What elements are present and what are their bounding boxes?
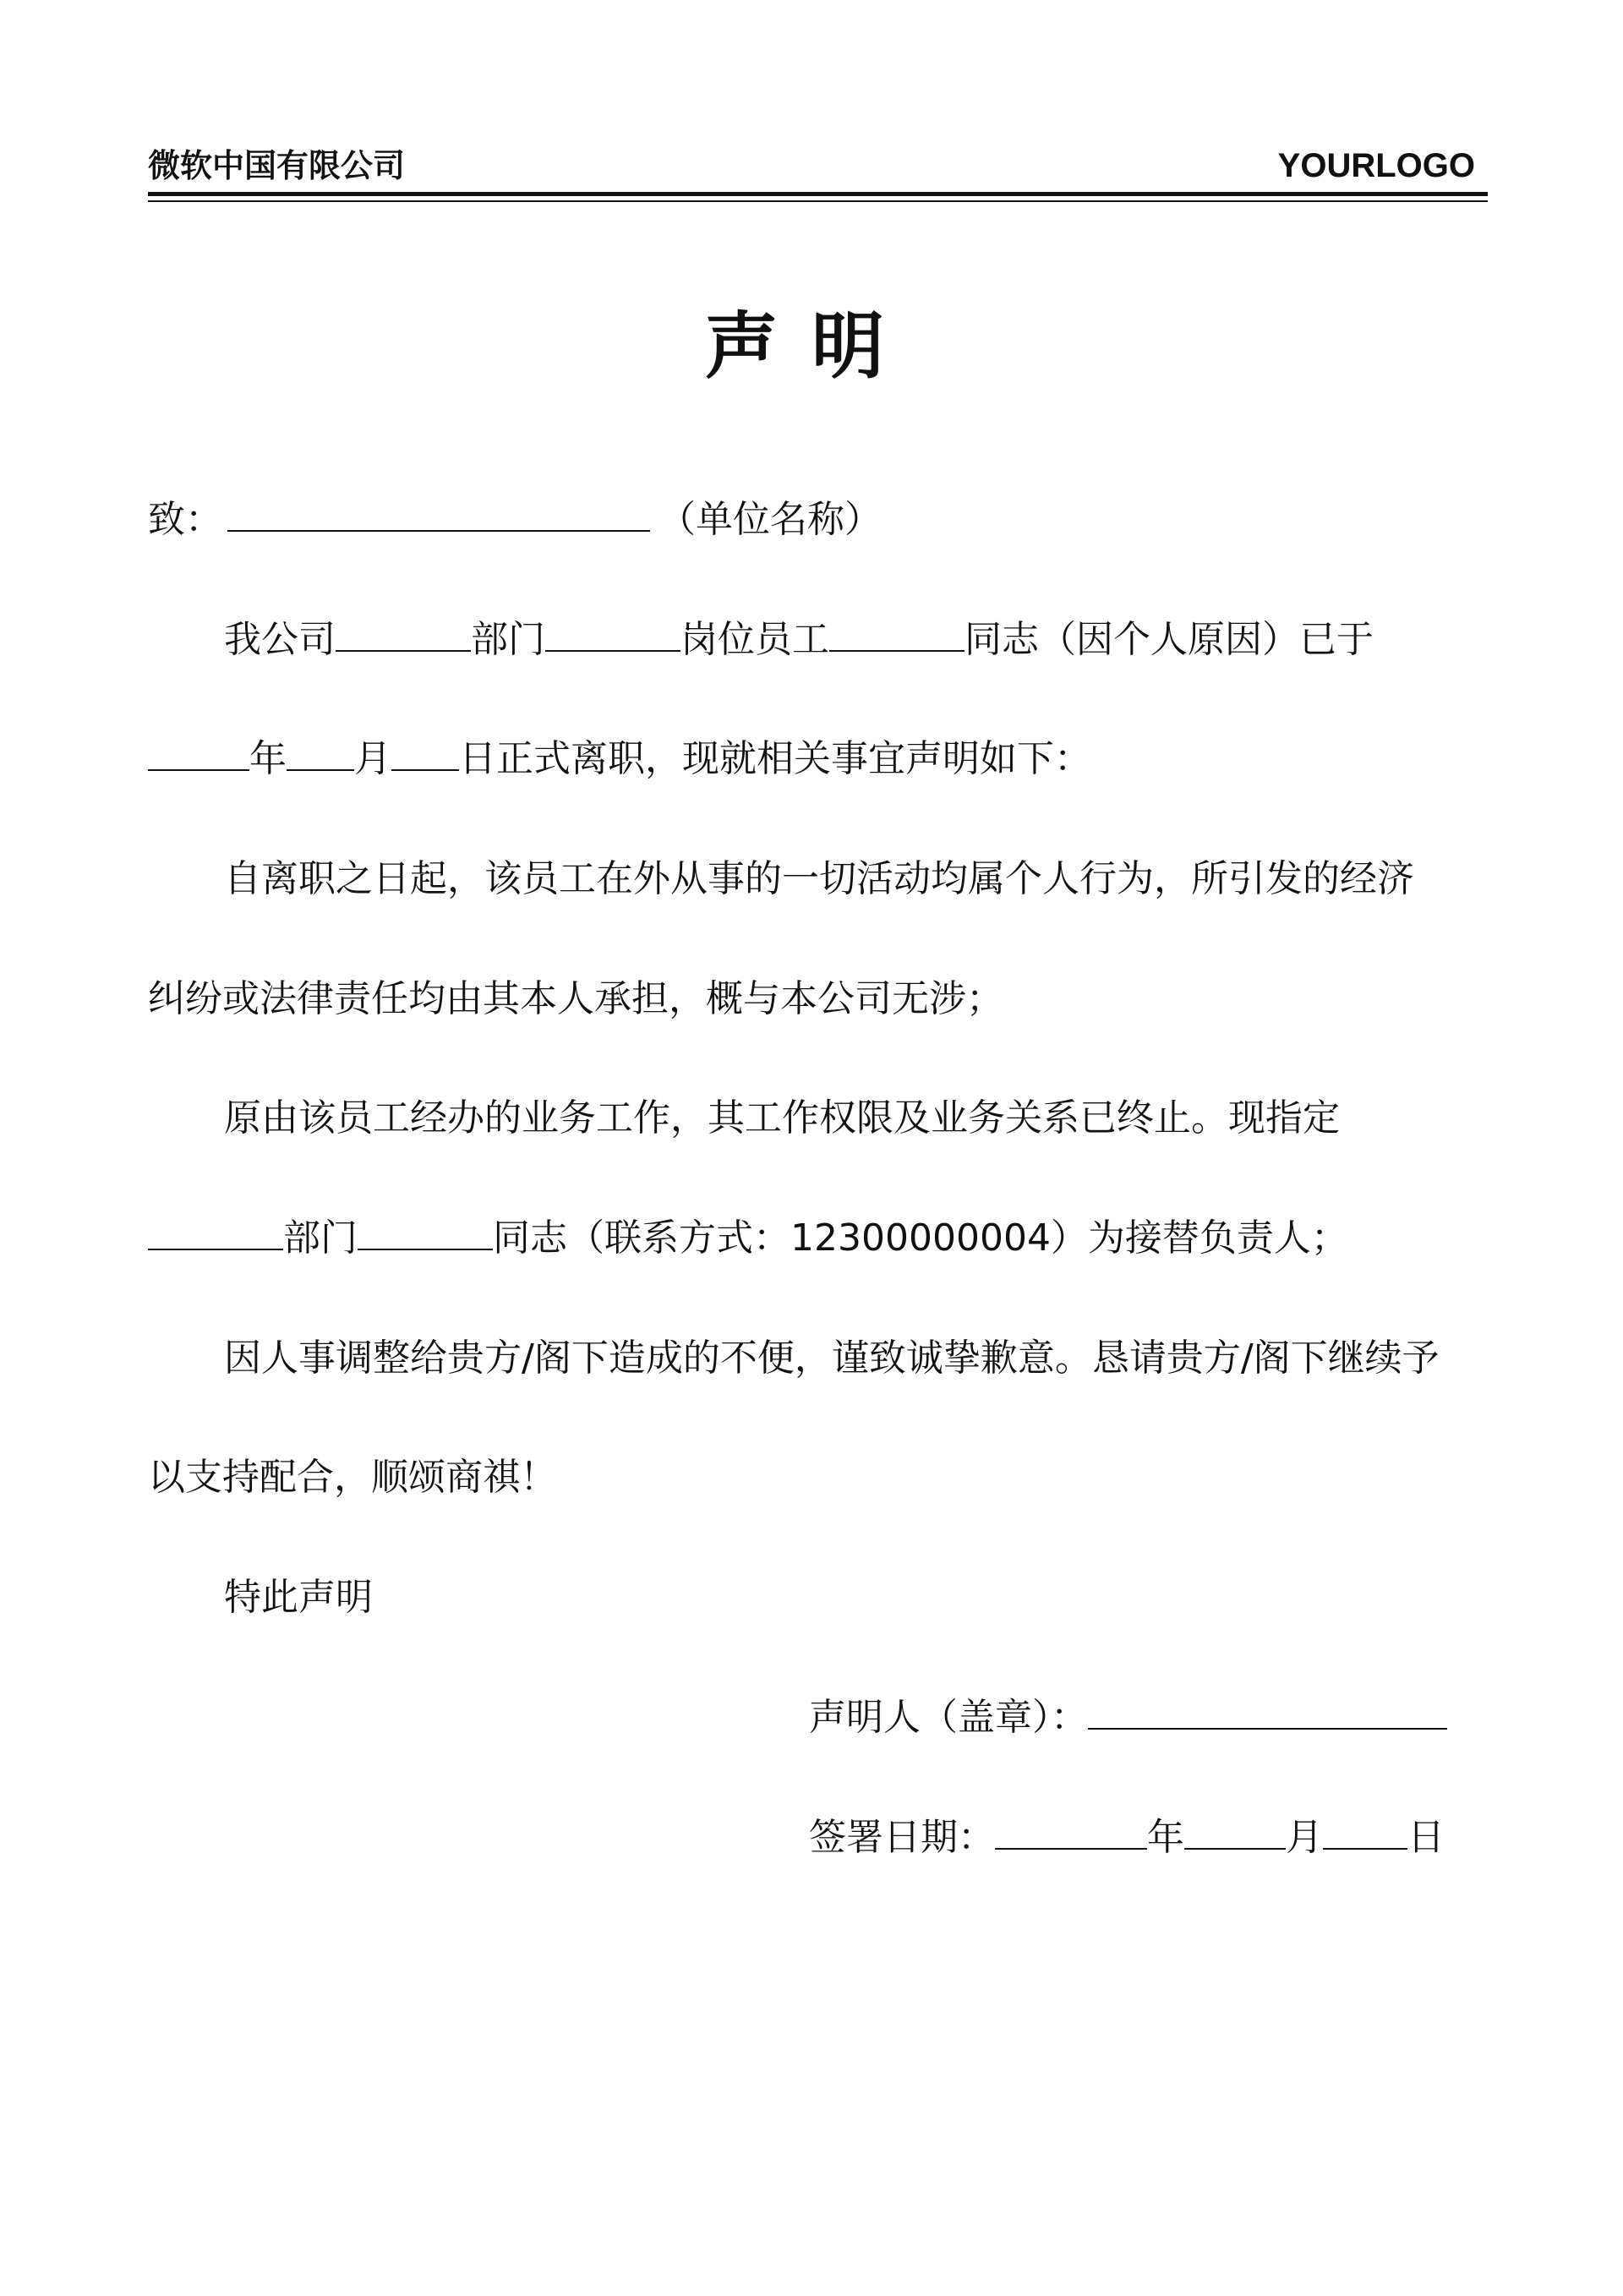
leave-month-label: 月 [354, 737, 391, 780]
successor-contact-text: 同志（联系方式：12300000004）为接替负责人； [493, 1216, 1348, 1260]
company-name: 微软中国有限公司 [148, 147, 406, 184]
position-blank [545, 616, 680, 652]
leave-year-blank [148, 735, 249, 771]
para1-text-company: 我公司 [224, 618, 336, 661]
sign-date-label: 签署日期： [809, 1816, 995, 1859]
header-rule-thin [148, 200, 1488, 202]
sign-date-line [809, 1812, 1445, 1863]
para3-line2 [148, 1213, 1348, 1264]
successor-name-blank [358, 1215, 493, 1250]
sign-year-blank [995, 1814, 1147, 1850]
logo-text: YOURLOGO [1277, 147, 1475, 184]
sign-month-label: 月 [1286, 1816, 1323, 1859]
para1-text-reason: 同志（因个人原因）已于 [965, 618, 1374, 661]
para4-line1: 因人事调整给贵方/阁下造成的不便，谨致诚挚歉意。恳请贵方/阁下继续予 [224, 1337, 1440, 1380]
document-header [148, 142, 1488, 189]
successor-department-label: 部门 [283, 1216, 358, 1260]
signature-line [809, 1692, 1447, 1743]
sign-day-blank [1323, 1814, 1407, 1850]
para1-text-position: 岗位员工 [680, 618, 829, 661]
signature-blank [1088, 1694, 1447, 1730]
employee-name-blank [829, 616, 965, 652]
sign-month-blank [1184, 1814, 1286, 1850]
para3-line1: 原由该员工经办的业务工作，其工作权限及业务关系已终止。现指定 [224, 1096, 1340, 1140]
leave-day-text: 日正式离职，现就相关事宜声明如下： [459, 737, 1091, 780]
recipient-line [148, 495, 882, 545]
para4-line2: 以支持配合，顺颂商祺！ [148, 1456, 557, 1499]
recipient-prefix: 致： [148, 498, 222, 541]
recipient-suffix: （单位名称） [658, 498, 882, 541]
department-blank [336, 616, 471, 652]
sign-day-label: 日 [1407, 1816, 1445, 1859]
signature-label: 声明人（盖章）： [809, 1696, 1088, 1739]
para1-line1 [224, 615, 1374, 665]
leave-year-label: 年 [249, 737, 287, 780]
sign-year-label: 年 [1147, 1816, 1184, 1859]
successor-department-blank [148, 1215, 283, 1250]
para1-line2 [148, 734, 1091, 784]
recipient-blank [227, 496, 650, 532]
leave-day-blank [391, 735, 459, 771]
leave-month-blank [287, 735, 354, 771]
para1-text-department: 部门 [471, 618, 545, 661]
document-title: 声明 [705, 304, 918, 389]
header-rule-thick [148, 192, 1488, 196]
para2-line1: 自离职之日起，该员工在外从事的一切活动均属个人行为，所引发的经济 [224, 857, 1414, 900]
para2-line2: 纠纷或法律责任均由其本人承担，概与本公司无涉； [148, 977, 1003, 1020]
closing-text: 特此声明 [224, 1576, 373, 1619]
